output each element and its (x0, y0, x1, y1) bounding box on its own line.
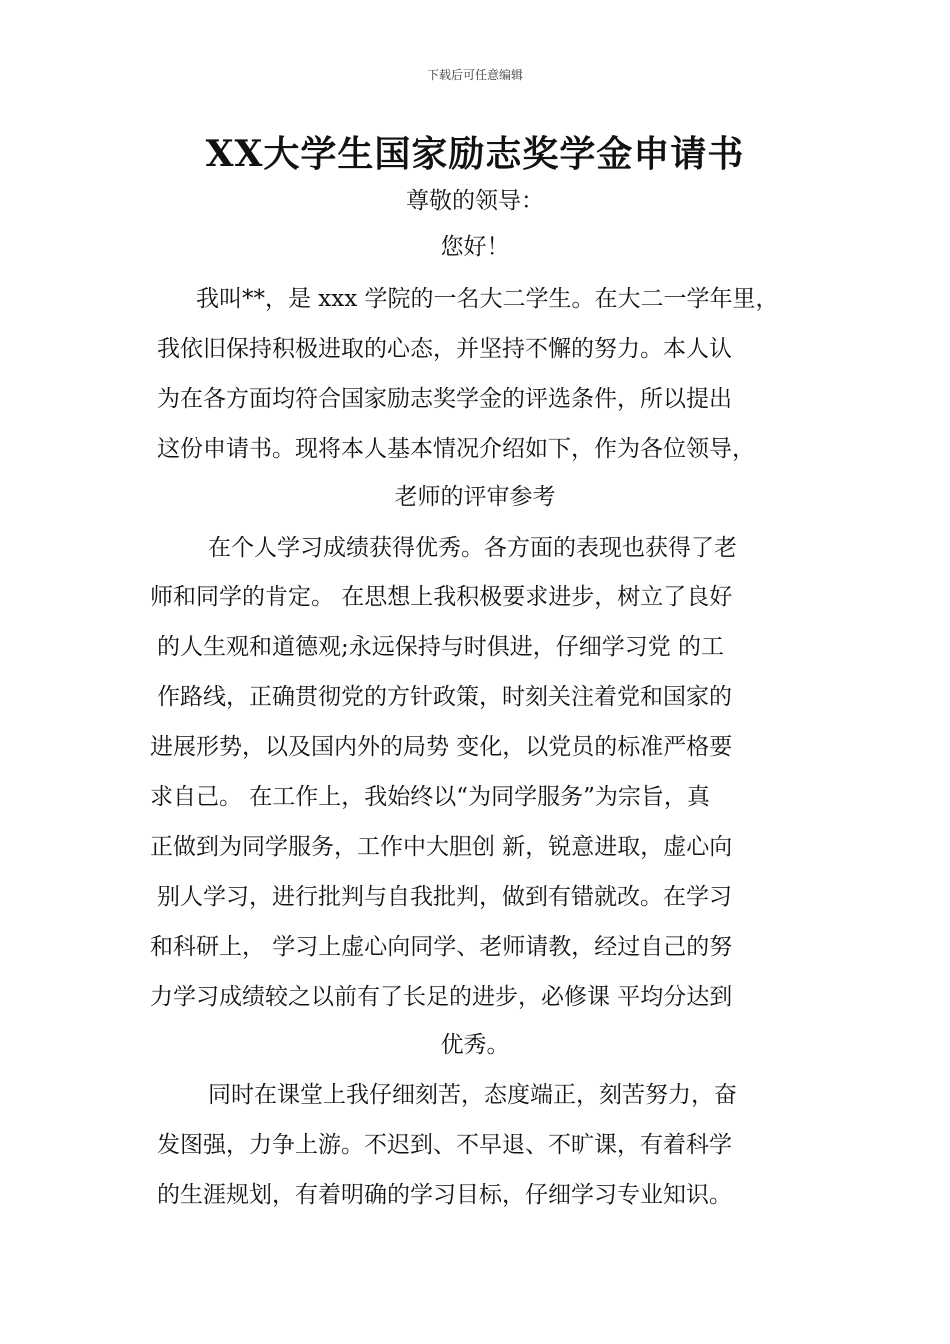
paragraph-line: 作路线，正确贯彻党的方针政策，时刻关注着党和国家的 (157, 684, 732, 710)
paragraph-line: 为在各方面均符合国家励志奖学金的评选条件，所以提出 (157, 386, 732, 412)
paragraph-line: 这份申请书。现将本人基本情况介绍如下，作为各位领导， (157, 436, 755, 462)
paragraph-line: 师和同学的肯定。 在思想上我积极要求进步，树立了良好 (150, 584, 733, 610)
paragraph-line: 在个人学习成绩获得优秀。各方面的表现也获得了老 (208, 535, 737, 561)
paragraph-line: 我依旧保持积极进取的心态，并坚持不懈的努力。本人认 (157, 336, 732, 362)
paragraph-line: 进展形势，以及国内外的局势 变化，以党员的标准严格要 (150, 734, 733, 760)
header-note: 下载后可任意编辑 (426, 68, 523, 82)
paragraph-line: 正做到为同学服务，工作中大胆创 新，锐意进取，虚心向 (150, 834, 733, 860)
salutation: 尊敬的领导： (406, 188, 544, 214)
document-title: XX大学生国家励志奖学金申请书 (205, 133, 745, 175)
paragraph-line: 优秀。 (440, 1032, 510, 1058)
paragraph-line: 同时在课堂上我仔细刻苦，态度端正，刻苦努力，奋 (208, 1082, 737, 1108)
paragraph-line: 我叫**，是 xxx 学院的一名大二学生。在大二一学年里， (196, 286, 779, 312)
paragraph-line: 力学习成绩较之以前有了长足的进步，必修课 平均分达到 (150, 984, 733, 1010)
greeting: 您好！ (440, 234, 510, 260)
paragraph-line: 老师的评审参考 (394, 484, 556, 510)
paragraph-line: 的生涯规划，有着明确的学习目标，仔细学习专业知识。 (157, 1182, 732, 1208)
paragraph-line: 别人学习，进行批判与自我批判，做到有错就改。在学习 (157, 884, 732, 910)
paragraph-line: 求自己。 在工作上，我始终以“为同学服务”为宗旨，真 (150, 784, 710, 810)
paragraph-line: 的人生观和道德观;永远保持与时俱进，仔细学习党 的工 (157, 634, 725, 660)
paragraph-line: 和科研上， 学习上虚心向同学、老师请教，经过自己的努 (150, 934, 733, 960)
paragraph-line: 发图强，力争上游。不迟到、不早退、不旷课，有着科学 (157, 1132, 732, 1158)
